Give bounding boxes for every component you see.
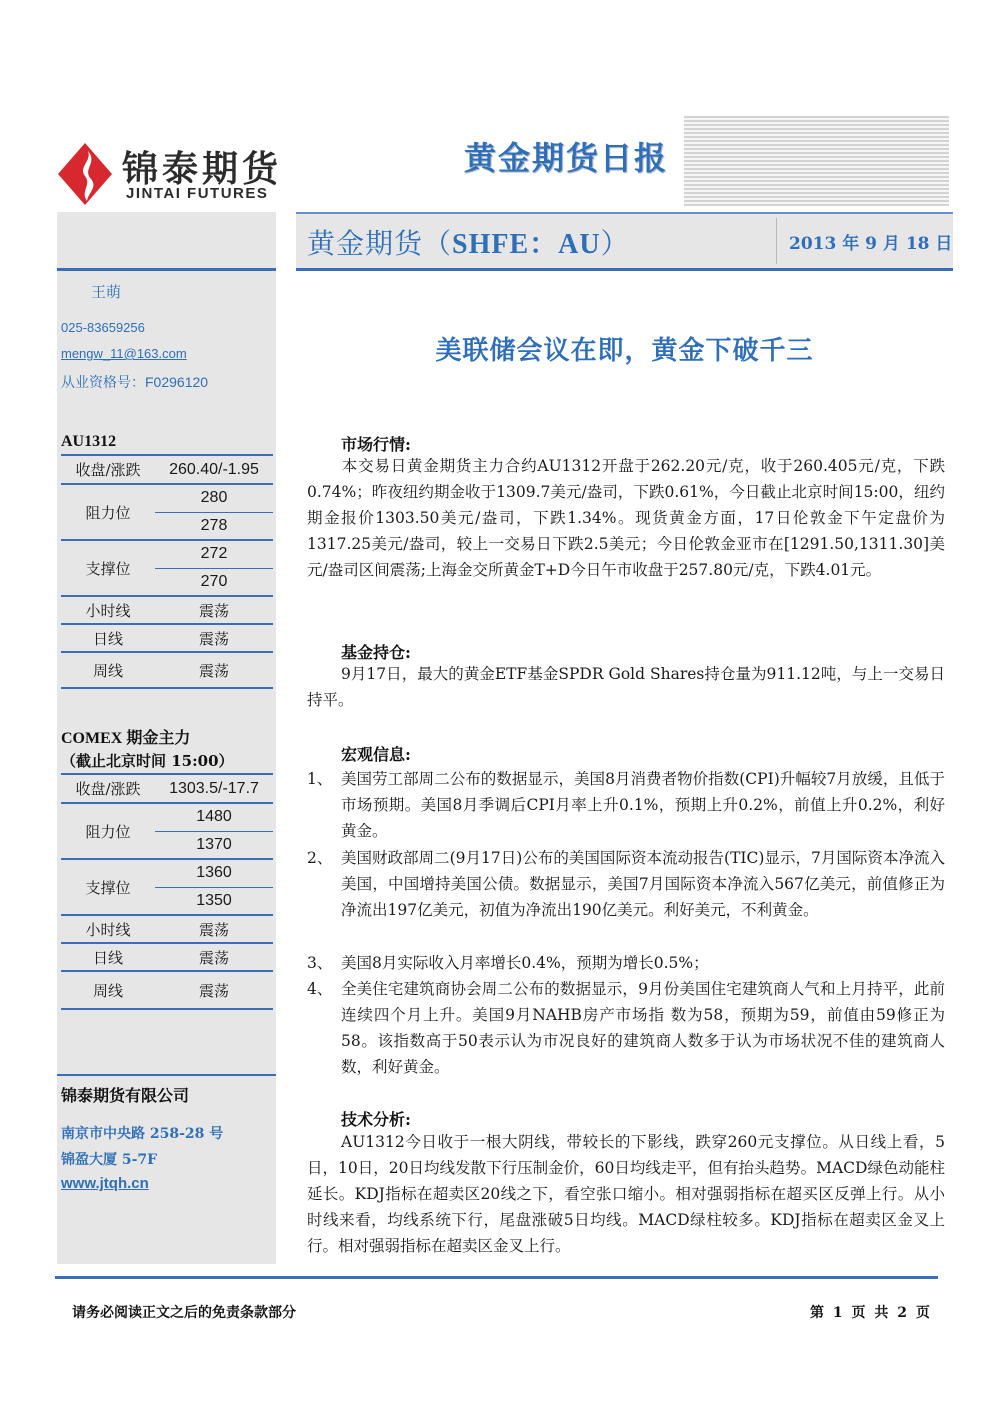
resistance-value-1: 280 (200, 489, 228, 507)
logo-company-cn: 锦泰期货 (122, 149, 283, 190)
macro-item-text: 美国财政部周二(9月17日)公布的美国国际资本流动报告(TIC)显示，7月国际资本净流入美国，中国增持美国公债。数据显示，美国7月国际资本净流入567亿美元，前值修正为净流出197亿美元，初值为净流出190亿美元。利好美元，不利黄金。 (341, 849, 945, 919)
market-paragraph (307, 453, 945, 583)
weekly-value: 震荡 (198, 661, 229, 680)
sidebar-header-box (57, 212, 276, 271)
daily-label: 日线 (92, 629, 123, 648)
table-row (61, 652, 273, 688)
au-market-table (61, 454, 273, 689)
macro-item-number: 4、 (307, 980, 333, 998)
resistance-value-2: 1370 (196, 835, 232, 853)
macro-heading: 宏观信息: (341, 745, 411, 764)
table-row (61, 484, 273, 512)
list-item (307, 976, 945, 1080)
weekly-value: 震荡 (198, 981, 229, 1000)
technical-paragraph (307, 1129, 945, 1259)
hourly-label: 小时线 (85, 920, 131, 939)
daily-label: 日线 (92, 948, 123, 967)
list-item (307, 766, 945, 844)
support-value-2: 1350 (196, 891, 232, 909)
comex-market-table (61, 773, 273, 1010)
au-table-title: AU1312 (61, 433, 117, 450)
company-name: 锦泰期货有限公司 (61, 1086, 190, 1105)
footer-disclaimer: 请务必阅读正文之后的免责条款部分 (72, 1305, 296, 1321)
footer-page-number: 第 1 页 共 2 页 (810, 1305, 930, 1321)
close-value: 260.40/-1.95 (169, 460, 259, 478)
weekly-label: 周线 (92, 981, 123, 1000)
macro-item-text: 全美住宅建筑商协会周二公布的数据显示，9月份美国住宅建筑商人气和上月持平，此前连续四个月上升。美国9月NAHB房产市场指 数为58，预期为59，前值由59修正为58。该指数高于50表示认为市况良好的建筑商人数多于认为市场状况不佳的建筑商人数，利好黄金。 (341, 980, 945, 1076)
macro-item-text: 美国劳工部周二公布的数据显示，美国8月消费者物价指数(CPI)升幅较7月放缓，且低于市场预期。美国8月季调后CPI月率上升0.1%，预期上升0.2%，前值上升0.2%，利好黄金。 (341, 770, 945, 840)
resistance-label: 阻力位 (85, 822, 131, 841)
headline: 美联储会议在即，黄金下破千三 (435, 336, 814, 366)
header-decoration-stripes (684, 116, 949, 206)
footer-divider (55, 1276, 938, 1279)
fund-heading: 基金持仓: (341, 643, 411, 662)
market-text: 本交易日黄金期货主力合约AU1312开盘于262.20元/克，收于260.405元/克，下跌0.74%；昨夜纽约期金收于1309.7美元/盎司，下跌0.61%，今日截止北京时间15:00，纽约期金报价1303.50美元/盎司，下跌1.34%。现货黄金方面，17日伦敦金下午定盘价为1317.25美元/盎司，较上一交易日下跌2.5美元；今日伦敦金亚市在[1291.50,1311.30]美元/盎司区间震荡;上海金交所黄金T+D今日午市收盘于257.80元/克，下跌4.01元。 (307, 457, 945, 579)
comex-table-title: COMEX 期金主力 (61, 730, 191, 747)
table-row (61, 455, 273, 484)
list-item (307, 950, 945, 976)
support-value-1: 272 (200, 545, 228, 563)
resistance-label: 阻力位 (85, 503, 131, 522)
fund-paragraph (307, 661, 945, 713)
support-value-2: 270 (200, 572, 228, 590)
resistance-value-2: 278 (200, 516, 228, 534)
product-code: SHFE：AU (452, 229, 601, 260)
resistance-value-1: 1480 (196, 808, 232, 826)
table-row (61, 943, 273, 971)
company-address-1: 南京市中央路 258-28 号 (61, 1126, 224, 1142)
fund-text: 9月17日，最大的黄金ETF基金SPDR Gold Shares持仓量为911.12吨，与上一交易日持平。 (307, 665, 945, 709)
analyst-email-link[interactable]: mengw_11@163.com (61, 346, 187, 361)
hourly-value: 震荡 (198, 920, 229, 939)
hourly-value: 震荡 (198, 601, 229, 620)
table-row (61, 596, 273, 624)
technical-heading: 技术分析: (341, 1110, 411, 1129)
technical-text: AU1312今日收于一根大阴线，带较长的下影线，跌穿260元支撑位。从日线上看，5日，10日，20日均线发散下行压制金价，60日均线走平，但有抬头趋势。MACD绿色动能柱延长。KDJ指标在超卖区20线之下，看空张口缩小。相对强弱指标在超买区反弹上行。从小时线来看，均线系统下行，尾盘涨破5日均线。MACD绿柱较多。KDJ指标在超卖区金叉上行。相对强弱指标在超卖区金叉上行。 (307, 1133, 945, 1255)
analyst-license: 从业资格号：F0296120 (61, 374, 209, 390)
support-label: 支撑位 (85, 559, 131, 578)
table-row (61, 540, 273, 568)
close-label: 收盘/涨跌 (75, 461, 141, 479)
jintai-logo-icon (58, 143, 112, 205)
macro-item-number: 2、 (307, 849, 333, 867)
table-row (61, 774, 273, 803)
report-title: 黄金期货日报 (464, 139, 669, 177)
macro-item-text: 美国8月实际收入月率增长0.4%，预期为增长0.5%； (341, 954, 709, 972)
company-website-link[interactable]: www.jtqh.cn (61, 1175, 149, 1192)
close-label: 收盘/涨跌 (75, 780, 141, 798)
table-row (61, 859, 273, 887)
daily-value: 震荡 (198, 948, 229, 967)
company-divider (57, 1074, 276, 1076)
analyst-name: 王萌 (91, 284, 122, 301)
list-item (307, 845, 945, 923)
product-prefix: 黄金期货（ (307, 227, 453, 260)
analyst-phone: 025-83659256 (61, 320, 145, 335)
header-divider (776, 218, 777, 264)
support-value-1: 1360 (196, 864, 232, 882)
table-row (61, 971, 273, 1009)
hourly-label: 小时线 (85, 601, 131, 620)
weekly-label: 周线 (92, 661, 123, 680)
macro-item-number: 3、 (307, 954, 333, 972)
close-value: 1303.5/-17.7 (169, 779, 259, 797)
support-label: 支撑位 (85, 878, 131, 897)
macro-item-number: 1、 (307, 770, 333, 788)
comex-table-subtitle: （截止北京时间 15:00） (61, 752, 234, 770)
table-row (61, 624, 273, 652)
company-address-2: 锦盈大厦 5-7F (61, 1152, 158, 1168)
market-heading: 市场行情: (341, 435, 411, 454)
table-row (61, 803, 273, 831)
table-row (61, 915, 273, 943)
daily-value: 震荡 (198, 629, 229, 648)
logo-company-en: JINTAI FUTURES (126, 185, 269, 202)
report-date: 2013 年 9 月 18 日 (789, 234, 953, 254)
product-title (307, 222, 630, 262)
product-suffix: ） (600, 227, 630, 260)
